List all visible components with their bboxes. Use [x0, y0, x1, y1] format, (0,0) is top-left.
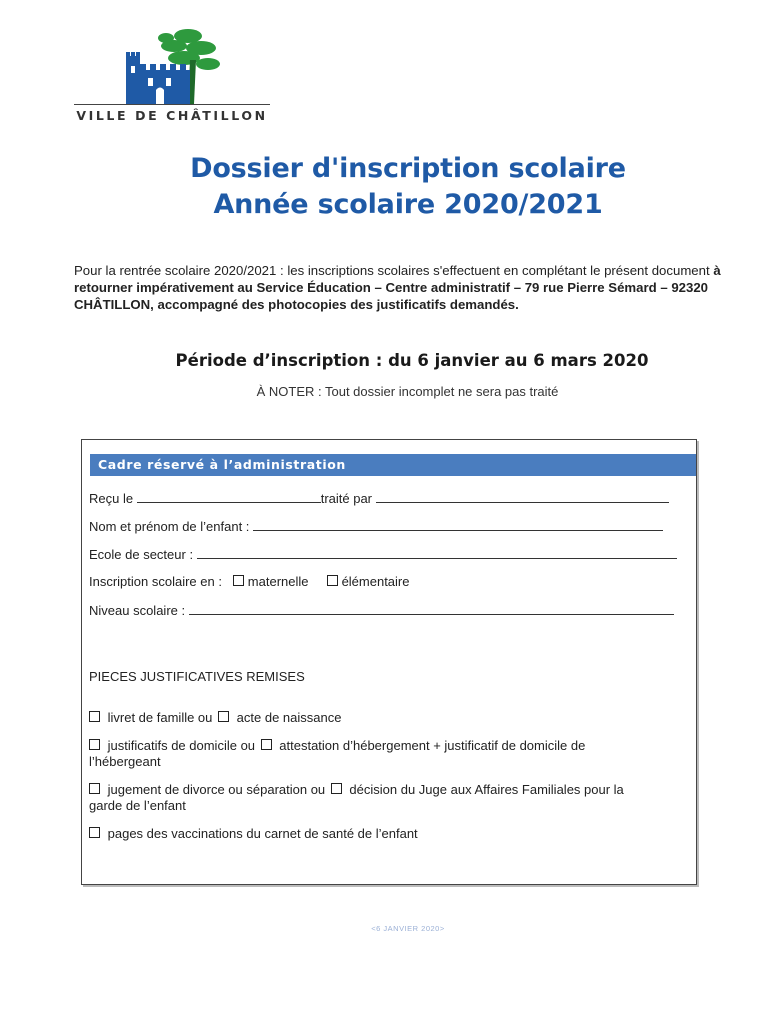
received-date-field[interactable]: [137, 490, 321, 503]
city-logo: [74, 26, 270, 124]
processed-by-field[interactable]: [376, 490, 669, 503]
registration-period: Période d’inscription : du 6 janvier au 6 mars 2020: [175, 351, 649, 370]
doc-item-vaccines: [89, 826, 689, 842]
intro-paragraph: [74, 262, 738, 313]
level-label: Niveau scolaire :: [89, 603, 186, 618]
logo-city-name: VILLE DE CHÂTILLON: [76, 108, 268, 123]
elementaire-label: élémentaire: [341, 574, 410, 589]
doc-item-residence: [89, 738, 689, 770]
attestation-label: attestation d’hébergement + justificatif de domicile de: [279, 738, 586, 753]
child-name-row: [89, 518, 663, 534]
decision-label: décision du Juge aux Affaires Familiales pour la: [349, 782, 624, 797]
doc-item-birth: [89, 710, 689, 726]
school-field[interactable]: [197, 546, 677, 559]
received-row: [89, 490, 669, 506]
child-name-label: Nom et prénom de l’enfant :: [89, 519, 250, 534]
livret-label: livret de famille ou: [107, 710, 213, 725]
intro-bold-text: à retourner impérativement au Service Éducation – Centre administratif – 79 rue Pierre Sémard – 92320 CHÂTILLON, accompagné des photocopies des justificatifs demandés.: [74, 263, 721, 312]
maternelle-label: maternelle: [247, 574, 309, 589]
received-label: Reçu le: [89, 491, 134, 506]
decision-label-cont: garde de l’enfant: [89, 798, 186, 813]
livret-checkbox[interactable]: [89, 711, 100, 722]
decision-checkbox[interactable]: [331, 783, 342, 794]
doc-item-custody: [89, 782, 689, 814]
admin-header: Cadre réservé à l’administration: [90, 454, 696, 476]
documents-title: PIECES JUSTIFICATIVES REMISES: [89, 669, 305, 684]
footer-date: <6 JANVIER 2020>: [371, 924, 445, 933]
acte-label: acte de naissance: [236, 710, 342, 725]
child-name-field[interactable]: [253, 518, 663, 531]
processed-by-label: traité par: [320, 491, 373, 506]
divorce-label: jugement de divorce ou séparation ou: [107, 782, 326, 797]
castle-tree-icon: [126, 26, 230, 104]
vaccins-checkbox[interactable]: [89, 827, 100, 838]
document-title: Dossier d'inscription scolaire: [190, 153, 626, 184]
admin-box: [81, 439, 697, 885]
level-field[interactable]: [189, 602, 674, 615]
attestation-checkbox[interactable]: [261, 739, 272, 750]
elementaire-checkbox[interactable]: [327, 575, 338, 586]
maternelle-checkbox[interactable]: [233, 575, 244, 586]
document-subtitle: Année scolaire 2020/2021: [213, 189, 603, 220]
level-row: [89, 602, 674, 618]
attestation-label-cont: l’hébergeant: [89, 754, 161, 769]
enrollment-label: Inscription scolaire en :: [89, 574, 222, 589]
incomplete-note: À NOTER : Tout dossier incomplet ne sera pas traité: [256, 384, 559, 399]
domicile-checkbox[interactable]: [89, 739, 100, 750]
domicile-label: justificatifs de domicile ou: [107, 738, 256, 753]
divorce-checkbox[interactable]: [89, 783, 100, 794]
logo-divider: [74, 104, 270, 105]
intro-text: Pour la rentrée scolaire 2020/2021 : les inscriptions scolaires s'effectuent en complétant le présent document: [74, 263, 714, 278]
acte-checkbox[interactable]: [218, 711, 229, 722]
school-row: [89, 546, 677, 562]
vaccins-label: pages des vaccinations du carnet de santé de l’enfant: [107, 826, 418, 841]
enrollment-row: [89, 574, 410, 589]
school-label: Ecole de secteur :: [89, 547, 194, 562]
